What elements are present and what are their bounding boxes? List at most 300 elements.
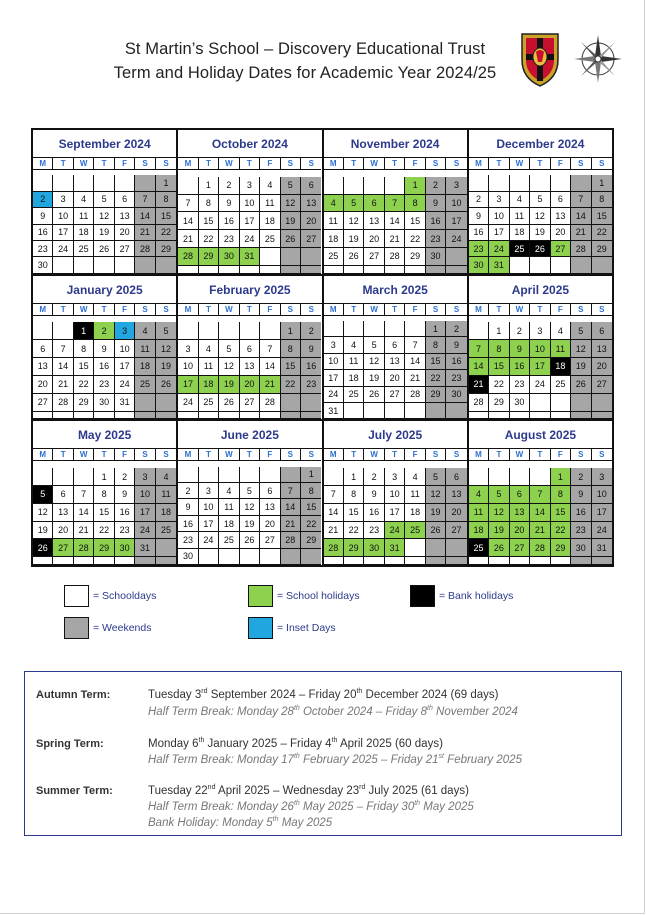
weekday-header: T: [53, 304, 73, 316]
day-cell: 6: [33, 340, 53, 358]
day-cell: 17: [240, 212, 260, 230]
day-cell: 16: [364, 504, 384, 522]
day-cell: 20: [115, 225, 135, 241]
day-cell: 15: [405, 212, 425, 230]
day-cell: 18: [199, 376, 219, 394]
day-cell: 13: [240, 358, 260, 376]
day-cell: 8: [156, 192, 176, 208]
month-block: [33, 130, 176, 274]
day-cell: 25: [405, 522, 425, 540]
empty-day-cell: [405, 321, 425, 337]
day-cell: 25: [260, 230, 280, 248]
day-cell: 12: [530, 208, 550, 224]
weekday-header: M: [33, 158, 53, 170]
empty-day-cell: [301, 549, 321, 565]
day-cell: 5: [219, 340, 239, 358]
empty-day-cell: [240, 322, 260, 340]
day-cell: 2: [301, 322, 321, 340]
day-cell: 21: [324, 522, 344, 540]
empty-day-cell: [219, 549, 239, 565]
empty-day-cell: [135, 257, 155, 273]
day-cell: 17: [135, 504, 155, 522]
empty-day-cell: [281, 549, 301, 565]
day-cell: 3: [240, 177, 260, 195]
day-cell: 21: [385, 230, 405, 248]
day-cell: 15: [301, 499, 321, 515]
day-cell: 15: [199, 212, 219, 230]
day-cell: 16: [219, 212, 239, 230]
day-cell: 6: [301, 177, 321, 195]
empty-day-cell: [551, 394, 571, 412]
empty-day-cell: [301, 412, 321, 420]
empty-day-cell: [240, 266, 260, 274]
weekday-header: F: [405, 158, 425, 170]
day-cell: 9: [219, 195, 239, 213]
day-cell: 16: [33, 225, 53, 241]
empty-day-cell: [53, 175, 73, 191]
day-cell: 17: [489, 225, 509, 241]
weekday-header: M: [469, 158, 489, 170]
day-cell: 31: [135, 539, 155, 557]
day-cell: 4: [156, 468, 176, 486]
weekday-header: S: [156, 304, 176, 316]
day-cell: 15: [344, 504, 364, 522]
weekday-header: S: [281, 158, 301, 170]
month-title: August 2025: [469, 421, 612, 449]
day-cell: 4: [74, 192, 94, 208]
empty-day-cell: [446, 266, 466, 274]
weekday-header: M: [33, 449, 53, 461]
weekday-header: W: [74, 158, 94, 170]
empty-day-cell: [405, 403, 425, 419]
day-cell: 3: [489, 192, 509, 208]
day-cell: 20: [33, 376, 53, 394]
day-cell: 6: [385, 337, 405, 353]
empty-day-cell: [510, 468, 530, 486]
day-cell: 16: [178, 516, 198, 532]
day-cell: 29: [74, 394, 94, 412]
day-cell: 20: [364, 230, 384, 248]
day-cell: 5: [33, 486, 53, 504]
empty-day-cell: [385, 403, 405, 419]
month-block: [33, 276, 176, 420]
month-title: February 2025: [178, 276, 321, 304]
weekday-header: S: [426, 449, 446, 461]
day-cell: 7: [135, 192, 155, 208]
day-cell: 21: [530, 522, 550, 540]
empty-day-cell: [592, 394, 612, 412]
empty-day-cell: [115, 412, 135, 420]
weekday-header: M: [178, 449, 198, 461]
empty-day-cell: [489, 412, 509, 420]
day-cell: 2: [33, 192, 53, 208]
day-cell: 13: [364, 212, 384, 230]
month-block: [33, 421, 176, 565]
day-cell: 16: [426, 212, 446, 230]
day-cell: 2: [571, 468, 591, 486]
day-cell: 3: [324, 337, 344, 353]
day-cell: 13: [301, 195, 321, 213]
day-cell: 26: [530, 241, 550, 257]
empty-day-cell: [156, 394, 176, 412]
weekday-header: T: [94, 449, 114, 461]
day-cell: 20: [240, 376, 260, 394]
empty-day-cell: [324, 557, 344, 565]
weekday-header: T: [53, 449, 73, 461]
day-cell: 24: [592, 522, 612, 540]
day-cell: 6: [53, 486, 73, 504]
day-cell: 4: [551, 322, 571, 340]
empty-day-cell: [385, 557, 405, 565]
school-holidays-swatch: [248, 585, 273, 607]
day-cell: 4: [324, 195, 344, 213]
empty-day-cell: [385, 266, 405, 274]
day-cell: 16: [510, 358, 530, 376]
day-cell: 27: [510, 539, 530, 557]
day-cell: 25: [510, 241, 530, 257]
weekday-header: F: [115, 304, 135, 316]
day-cell: 30: [469, 257, 489, 273]
day-cell: 27: [260, 532, 280, 548]
day-cell: 5: [489, 486, 509, 504]
empty-day-cell: [199, 266, 219, 274]
day-cell: 11: [74, 208, 94, 224]
day-cell: 5: [364, 337, 384, 353]
empty-day-cell: [469, 468, 489, 486]
day-cell: 24: [199, 532, 219, 548]
weekday-header: W: [510, 158, 530, 170]
day-cell: 21: [135, 225, 155, 241]
day-cell: 29: [199, 248, 219, 266]
weekday-header: T: [344, 304, 364, 316]
legend-schooldays-label: = Schooldays: [93, 590, 157, 602]
weekday-header: F: [551, 158, 571, 170]
day-cell: 23: [469, 241, 489, 257]
day-cell: 23: [571, 522, 591, 540]
weekday-header: T: [240, 449, 260, 461]
weekday-header: M: [178, 304, 198, 316]
day-cell: 7: [324, 486, 344, 504]
day-cell: 24: [115, 376, 135, 394]
day-cell: 20: [301, 212, 321, 230]
day-cell: 11: [156, 486, 176, 504]
legend-bank-holidays: [410, 585, 513, 607]
day-cell: 17: [446, 212, 466, 230]
day-cell: 5: [240, 483, 260, 499]
day-cell: 31: [115, 394, 135, 412]
weekday-header: T: [94, 158, 114, 170]
empty-day-cell: [74, 175, 94, 191]
day-cell: 19: [571, 358, 591, 376]
day-cell: 13: [33, 358, 53, 376]
day-cell: 19: [426, 504, 446, 522]
month-title: January 2025: [33, 276, 176, 304]
empty-day-cell: [281, 412, 301, 420]
day-cell: 31: [385, 539, 405, 557]
day-cell: 17: [53, 225, 73, 241]
day-cell: 23: [510, 376, 530, 394]
day-cell: 19: [344, 230, 364, 248]
day-grid: [469, 158, 612, 274]
day-cell: 4: [344, 337, 364, 353]
empty-day-cell: [219, 467, 239, 483]
day-cell: 10: [385, 486, 405, 504]
day-cell: 9: [301, 340, 321, 358]
day-grid: [324, 449, 467, 565]
day-cell: 14: [74, 504, 94, 522]
empty-day-cell: [281, 248, 301, 266]
empty-day-cell: [199, 467, 219, 483]
empty-day-cell: [94, 557, 114, 565]
empty-day-cell: [53, 257, 73, 273]
day-cell: 13: [385, 354, 405, 370]
empty-day-cell: [53, 322, 73, 340]
day-cell: 10: [115, 340, 135, 358]
day-cell: 7: [53, 340, 73, 358]
empty-day-cell: [364, 321, 384, 337]
day-cell: 12: [281, 195, 301, 213]
day-cell: 17: [199, 516, 219, 532]
empty-day-cell: [344, 266, 364, 274]
empty-day-cell: [301, 394, 321, 412]
day-cell: 6: [364, 195, 384, 213]
day-cell: 22: [74, 376, 94, 394]
legend-weekends: [64, 617, 151, 639]
day-cell: 4: [135, 322, 155, 340]
day-cell: 19: [281, 212, 301, 230]
day-cell: 6: [510, 486, 530, 504]
month-title: June 2025: [178, 421, 321, 449]
day-cell: 1: [281, 322, 301, 340]
day-cell: 22: [489, 376, 509, 394]
day-cell: 11: [135, 340, 155, 358]
day-cell: 6: [115, 192, 135, 208]
day-cell: 29: [426, 387, 446, 403]
day-cell: 30: [33, 257, 53, 273]
month-block: [324, 130, 467, 274]
empty-day-cell: [178, 412, 198, 420]
empty-day-cell: [469, 175, 489, 191]
day-cell: 2: [115, 468, 135, 486]
schooldays-swatch: [64, 585, 89, 607]
day-cell: 8: [74, 340, 94, 358]
day-cell: 30: [178, 549, 198, 565]
day-cell: 14: [281, 499, 301, 515]
day-cell: 18: [324, 230, 344, 248]
day-cell: 19: [156, 358, 176, 376]
day-cell: 7: [260, 340, 280, 358]
day-cell: 24: [135, 522, 155, 540]
empty-day-cell: [324, 266, 344, 274]
day-cell: 5: [344, 195, 364, 213]
weekday-header: W: [364, 449, 384, 461]
day-cell: 3: [385, 468, 405, 486]
day-cell: 5: [426, 468, 446, 486]
empty-day-cell: [33, 322, 53, 340]
calendar-year-grid: [31, 128, 614, 567]
day-cell: 12: [156, 340, 176, 358]
empty-day-cell: [94, 412, 114, 420]
day-grid: [469, 449, 612, 565]
empty-day-cell: [446, 248, 466, 266]
day-grid: [324, 304, 467, 420]
empty-day-cell: [74, 468, 94, 486]
day-cell: 26: [364, 387, 384, 403]
title-line-term-dates: Term and Holiday Dates for Academic Year 2024/25: [113, 64, 497, 82]
weekday-header: W: [364, 304, 384, 316]
day-cell: 30: [446, 387, 466, 403]
day-cell: 28: [530, 539, 550, 557]
day-cell: 29: [94, 539, 114, 557]
empty-day-cell: [156, 412, 176, 420]
empty-day-cell: [385, 177, 405, 195]
day-cell: 12: [489, 504, 509, 522]
day-cell: 18: [405, 504, 425, 522]
day-cell: 25: [219, 532, 239, 548]
spring-term-label: Spring Term:: [36, 738, 104, 750]
weekday-header: W: [74, 304, 94, 316]
weekday-header: T: [489, 304, 509, 316]
month-title: December 2024: [469, 130, 612, 158]
autumn-term-dates: Tuesday 3rd September 2024 – Friday 20th December 2024 (69 days): [148, 688, 499, 701]
empty-day-cell: [530, 412, 550, 420]
weekday-header: S: [135, 449, 155, 461]
compass-rose-logo: [573, 34, 623, 84]
empty-day-cell: [551, 257, 571, 273]
summer-bank-holiday: Bank Holiday: Monday 5th May 2025: [148, 816, 333, 829]
day-cell: 21: [53, 376, 73, 394]
day-cell: 16: [469, 225, 489, 241]
day-cell: 28: [385, 248, 405, 266]
empty-day-cell: [592, 257, 612, 273]
day-cell: 8: [592, 192, 612, 208]
empty-day-cell: [94, 257, 114, 273]
empty-day-cell: [446, 557, 466, 565]
day-cell: 9: [178, 499, 198, 515]
empty-day-cell: [405, 266, 425, 274]
day-cell: 26: [426, 522, 446, 540]
spring-half-term: Half Term Break: Monday 17th February 2025 – Friday 21st February 2025: [148, 753, 522, 766]
day-cell: 7: [405, 337, 425, 353]
day-cell: 18: [219, 516, 239, 532]
day-cell: 1: [489, 322, 509, 340]
weekday-header: W: [219, 158, 239, 170]
month-title: October 2024: [178, 130, 321, 158]
empty-day-cell: [364, 266, 384, 274]
empty-day-cell: [530, 394, 550, 412]
day-cell: 8: [344, 486, 364, 504]
empty-day-cell: [219, 322, 239, 340]
day-cell: 8: [199, 195, 219, 213]
empty-day-cell: [489, 175, 509, 191]
day-cell: 22: [156, 225, 176, 241]
day-cell: 4: [199, 340, 219, 358]
empty-day-cell: [178, 266, 198, 274]
day-cell: 3: [199, 483, 219, 499]
weekday-header: F: [405, 304, 425, 316]
day-cell: 18: [510, 225, 530, 241]
empty-day-cell: [156, 557, 176, 565]
day-cell: 17: [115, 358, 135, 376]
day-cell: 13: [260, 499, 280, 515]
day-cell: 23: [33, 241, 53, 257]
day-cell: 2: [510, 322, 530, 340]
empty-day-cell: [592, 557, 612, 565]
legend-inset-days-label: = Inset Days: [277, 622, 336, 634]
day-grid: [33, 449, 176, 565]
day-cell: 9: [571, 486, 591, 504]
day-cell: 24: [324, 387, 344, 403]
spring-term-dates: Monday 6th January 2025 – Friday 4th April 2025 (60 days): [148, 737, 443, 750]
weekday-header: M: [178, 158, 198, 170]
weekday-header: S: [301, 304, 321, 316]
empty-day-cell: [53, 468, 73, 486]
day-cell: 22: [94, 522, 114, 540]
day-grid: [178, 158, 321, 274]
day-cell: 11: [510, 208, 530, 224]
day-cell: 2: [364, 468, 384, 486]
day-cell: 9: [446, 337, 466, 353]
day-cell: 10: [135, 486, 155, 504]
day-cell: 15: [74, 358, 94, 376]
empty-day-cell: [135, 412, 155, 420]
empty-day-cell: [530, 468, 550, 486]
empty-day-cell: [551, 557, 571, 565]
weekday-header: S: [135, 158, 155, 170]
day-cell: 10: [592, 486, 612, 504]
day-cell: 22: [551, 522, 571, 540]
weekday-header: T: [385, 449, 405, 461]
empty-day-cell: [426, 557, 446, 565]
day-cell: 4: [469, 486, 489, 504]
day-cell: 30: [115, 539, 135, 557]
day-cell: 28: [74, 539, 94, 557]
day-cell: 25: [551, 376, 571, 394]
day-cell: 30: [219, 248, 239, 266]
day-cell: 17: [385, 504, 405, 522]
empty-day-cell: [324, 177, 344, 195]
day-cell: 15: [426, 354, 446, 370]
day-cell: 18: [344, 370, 364, 386]
day-cell: 12: [94, 208, 114, 224]
day-grid: [33, 304, 176, 420]
month-title: July 2025: [324, 421, 467, 449]
day-cell: 29: [551, 539, 571, 557]
month-title: May 2025: [33, 421, 176, 449]
weekday-header: S: [301, 449, 321, 461]
empty-day-cell: [364, 403, 384, 419]
day-cell: 6: [592, 322, 612, 340]
day-cell: 18: [74, 225, 94, 241]
empty-day-cell: [324, 321, 344, 337]
day-cell: 8: [489, 340, 509, 358]
day-cell: 14: [324, 504, 344, 522]
legend-weekends-label: = Weekends: [93, 622, 152, 634]
day-cell: 4: [219, 483, 239, 499]
autumn-term-label: Autumn Term:: [36, 689, 111, 701]
day-cell: 28: [324, 539, 344, 557]
day-cell: 1: [551, 468, 571, 486]
day-cell: 1: [74, 322, 94, 340]
weekday-header: S: [281, 304, 301, 316]
day-cell: 20: [551, 225, 571, 241]
day-cell: 26: [240, 532, 260, 548]
legend: [0, 585, 646, 645]
day-cell: 25: [135, 376, 155, 394]
month-title: November 2024: [324, 130, 467, 158]
day-cell: 11: [324, 212, 344, 230]
legend-bank-holidays-label: = Bank holidays: [439, 590, 514, 602]
